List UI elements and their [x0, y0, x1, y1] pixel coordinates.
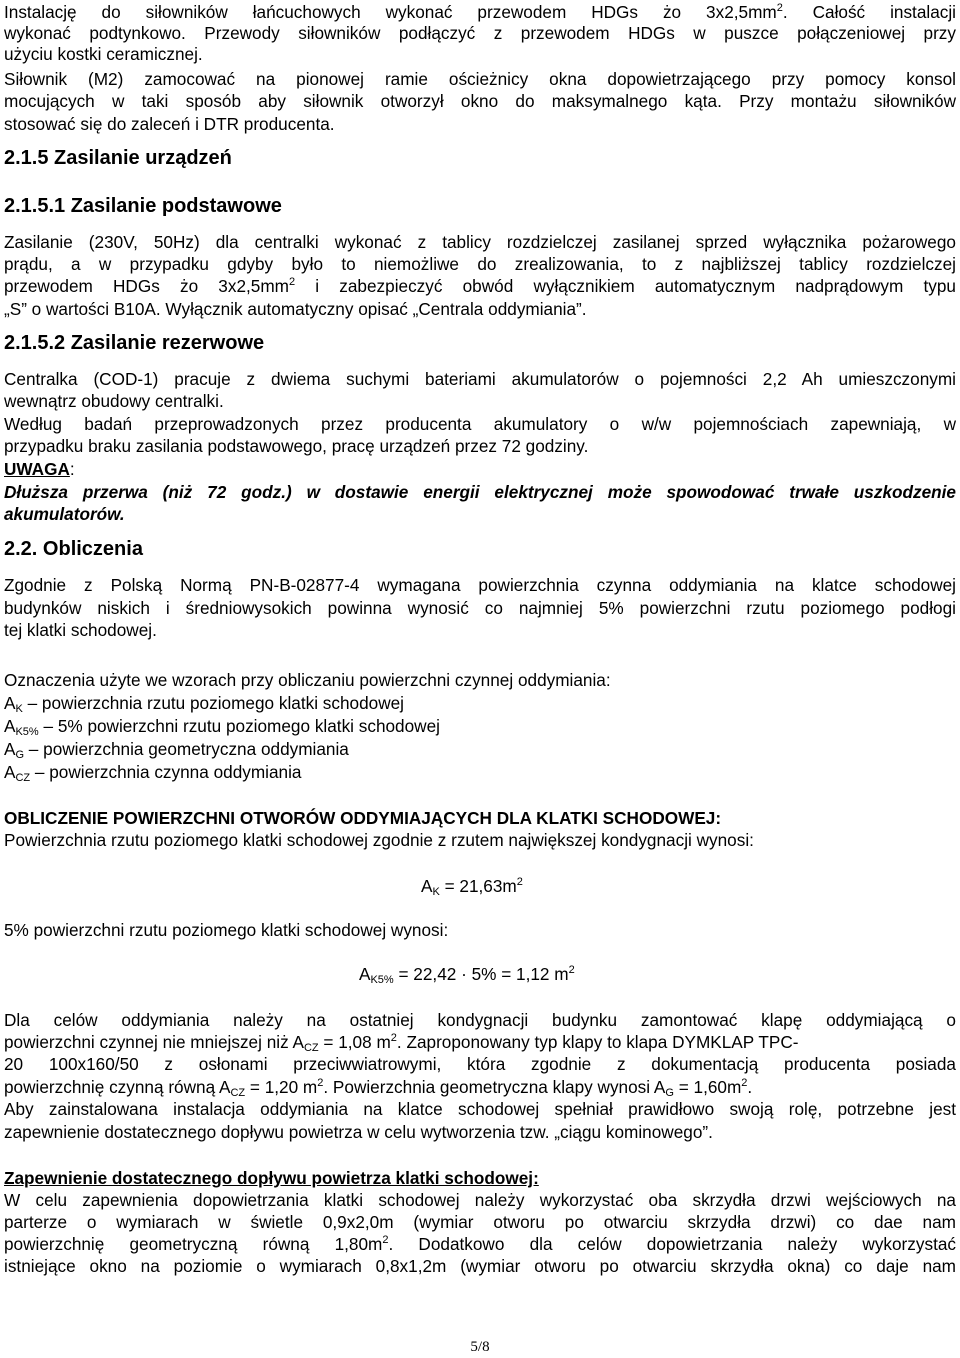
warning-label-line [4, 459, 75, 479]
subsection-heading: 2.1.5.2 Zasilanie rezerwowe [4, 332, 265, 354]
subscript: K5% [15, 726, 39, 738]
text-line: W celu zapewnienia dopowietrzania klatki schodowej należy wykorzystać oba skrzydła drzwi wejściowych na [4, 1190, 956, 1210]
text-span: powierzchni czynnej nie mniejszej niż A [4, 1032, 304, 1052]
text-span: A [4, 762, 16, 782]
warning-text: akumulatorów. [4, 504, 125, 524]
text-span: : [69, 459, 75, 479]
section-heading: 2.2. Obliczenia [4, 538, 143, 560]
text-span: . Powierzchnia geometryczna klapy wynosi A [323, 1077, 666, 1097]
text-span: Instalację do siłowników łańcuchowych wykonać przewodem HDGs żo 3x2,5mm [4, 2, 777, 22]
superscript: 2 [568, 964, 575, 976]
subscript: CZ [303, 1042, 319, 1054]
text-span: = 1,08 m [318, 1032, 391, 1052]
text-line: parterze o wymiarach w świetle 0,9x2,0m (wymiar otworu po otwarciu skrzydła drzwi) co dae nam [4, 1212, 956, 1232]
text-line: 5% powierzchni rzutu poziomego klatki schodowej wynosi: [4, 920, 449, 940]
text-span: = 1,20 m [245, 1077, 318, 1097]
text-span: A [4, 739, 16, 759]
text-line [4, 2, 956, 22]
subscript: G [665, 1087, 674, 1099]
text-span: . Zaproponowany typ klapy to klapa DYMKLAP TPC- [396, 1032, 799, 1052]
text-span: przewodem HDGs żo 3x2,5mm [4, 276, 289, 296]
text-span: . Dodatkowo dla celów dopowietrzania należy wykorzystać [388, 1234, 956, 1254]
text-span: – powierzchnia rzutu poziomego klatki schodowej [22, 693, 405, 713]
text-span: – powierzchnia czynna oddymiania [30, 762, 302, 782]
calc-heading: OBLICZENIE POWIERZCHNI OTWORÓW ODDYMIAJĄCYCH DLA KLATKI SCHODOWEJ: [4, 808, 722, 828]
text-span: A [4, 716, 16, 736]
text-line [4, 1077, 752, 1097]
subscript: K [15, 703, 23, 715]
legend-item [4, 716, 440, 736]
legend-item [4, 739, 349, 759]
text-line: „S” o wartości B10A. Wyłącznik automatyczny opisać „Centrala oddymiania”. [4, 299, 587, 319]
text-span: powierzchnię geometryczną równą 1,80m [4, 1234, 383, 1254]
air-heading: Zapewnienie dostatecznego dopływu powietrza klatki schodowej: [4, 1168, 539, 1188]
text-span: = 21,63m [439, 876, 517, 896]
text-line: budynków niskich i średniowysokich powinna wynosić co najmniej 5% powierzchni rzutu poziomego podłogi [4, 598, 956, 618]
text-span: = 22,42 · 5% = 1,12 m [393, 964, 569, 984]
superscript: 2 [741, 1077, 748, 1089]
subscript: K [432, 886, 440, 898]
subscript: G [15, 749, 25, 761]
text-line: Aby zainstalowana instalacja oddymiania na klatce schodowej spełniał prawidłowo swoją rolę, potrzebne jest [4, 1099, 956, 1119]
warning-label: UWAGA [4, 459, 70, 479]
text-line: zapewnienie dostatecznego dopływu powietrza w celu wytworzenia tzw. „ciągu kominowego”. [4, 1122, 713, 1142]
text-span: A [4, 693, 16, 713]
text-line: Powierzchnia rzutu poziomego klatki schodowej zgodnie z rzutem największej kondygnacji wynosi: [4, 830, 754, 850]
text-line: użyciu kostki ceramicznej. [4, 44, 203, 64]
page-number: 5/8 [470, 1339, 490, 1355]
text-span: A [359, 964, 371, 984]
legend-item [4, 762, 301, 782]
text-line: Zgodnie z Polską Normą PN-B-02877-4 wymagana powierzchnia czynna oddymiania na klatce schodowej [4, 575, 956, 595]
subscript: K5% [370, 974, 394, 986]
text-span: i zabezpieczyć obwód wyłącznikiem automatycznym nadprądowym typu [295, 276, 956, 296]
superscript: 2 [288, 276, 296, 288]
text-line: istniejące okno na poziomie o wymiarach 0,8x1,2m (wymiar otworu po otwarciu skrzydła okna) co daje nam [4, 1256, 956, 1276]
text-line: Zasilanie (230V, 50Hz) dla centralki wykonać z tablicy rozdzielczej zasilanej sprzed wyłącznika pożarowego [4, 232, 956, 252]
superscript: 2 [776, 2, 783, 14]
subscript: CZ [15, 772, 31, 784]
legend-item [4, 693, 404, 713]
formula-ak [421, 876, 523, 896]
text-line: wewnątrz obudowy centralki. [4, 391, 224, 411]
text-span: . Całość instalacji [782, 2, 956, 22]
text-span: A [421, 876, 433, 896]
text-span: = 1,60m [673, 1077, 742, 1097]
superscript: 2 [317, 1077, 324, 1089]
text-line [4, 1032, 798, 1052]
text-line [4, 276, 956, 296]
formula-ak5 [359, 964, 575, 984]
legend-intro: Oznaczenia użyte we wzorach przy obliczaniu powierzchni czynnej oddymiania: [4, 670, 611, 690]
text-span: powierzchnię czynną równą A [4, 1077, 231, 1097]
section-heading: 2.1.5 Zasilanie urządzeń [4, 147, 232, 169]
text-span: – powierzchnia geometryczna oddymiania [24, 739, 349, 759]
text-line [4, 1234, 956, 1254]
text-span: . [747, 1077, 753, 1097]
superscript: 2 [390, 1032, 397, 1044]
text-line: stosować się do zaleceń i DTR producenta. [4, 114, 335, 134]
text-line: przypadku braku zasilania podstawowego, pracę urządzeń przez 72 godziny. [4, 436, 589, 456]
text-line: tej klatki schodowej. [4, 620, 157, 640]
text-line: Centralka (COD-1) pracuje z dwiema suchymi bateriami akumulatorów o pojemności 2,2 Ah umieszczonymi [4, 369, 956, 389]
superscript: 2 [382, 1234, 389, 1246]
text-line: Dla celów oddymiania należy na ostatniej kondygnacji budynku zamontować klapę oddymiającą o [4, 1010, 956, 1030]
text-line: wykonać podtynkowo. Przewody siłowników podłączyć z przewodem HDGs w puszce połączeniowej przy [4, 23, 956, 43]
superscript: 2 [516, 876, 523, 888]
text-line: Według badań przeprowadzonych przez producenta akumulatory o w/w pojemnościach zapewniają, w [4, 414, 956, 434]
text-span: – 5% powierzchni rzutu poziomego klatki schodowej [38, 716, 440, 736]
subsection-heading: 2.1.5.1 Zasilanie podstawowe [4, 195, 282, 217]
subscript: CZ [230, 1087, 246, 1099]
text-line: 20 100x160/50 z osłonami przeciwwiatrowymi, która zgodnie z dokumentacją producenta posiada [4, 1054, 956, 1074]
warning-text: Dłuższa przerwa (niż 72 godz.) w dostawie energii elektrycznej może spowodować trwałe uszkodzenie [4, 482, 956, 502]
text-line: mocujących w taki sposób aby siłownik otworzył okno do maksymalnego kąta. Przy montażu siłowników [4, 91, 956, 111]
text-line: prądu, a w przypadku gdyby było to niemożliwe do zrealizowania, to z najbliższej tablicy rozdzielczej [4, 254, 956, 274]
text-line: Siłownik (M2) zamocować na pionowej ramie ościeżnicy okna dopowietrzającego przy pomocy konsol [4, 69, 956, 89]
